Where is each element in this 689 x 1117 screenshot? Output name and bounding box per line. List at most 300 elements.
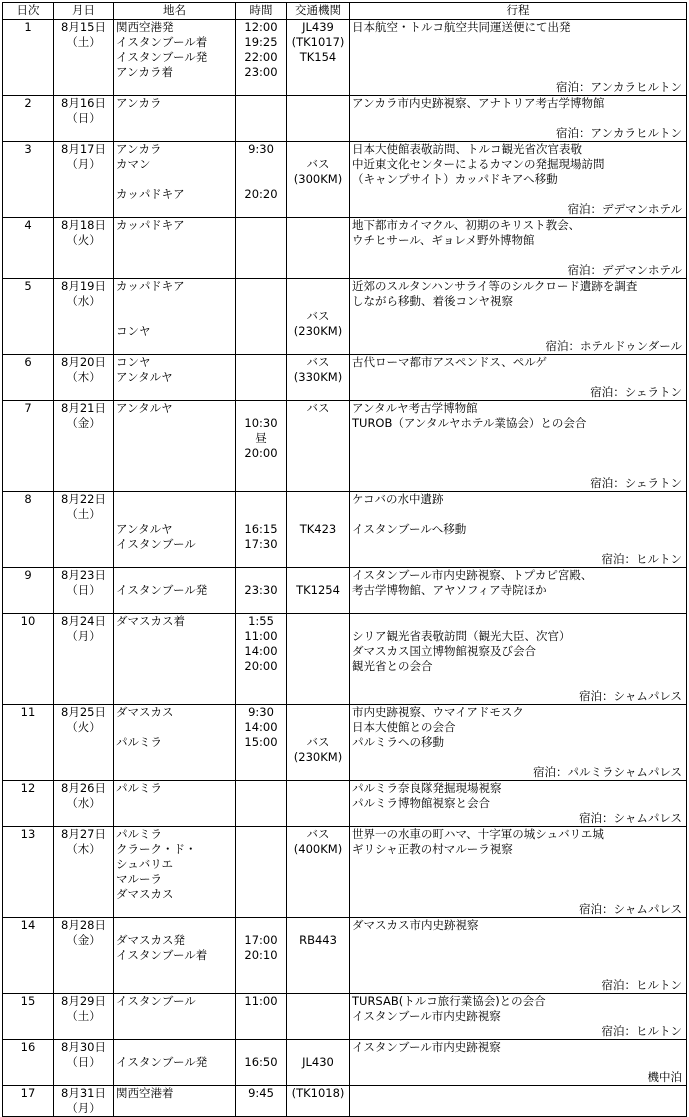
day-number: 9: [24, 568, 32, 582]
day-cell: [3, 142, 54, 218]
day-number: 13: [20, 827, 36, 841]
day-cell: [3, 492, 54, 568]
transport-line: [289, 65, 347, 80]
place-cell: [114, 355, 236, 401]
date-line: （日）: [66, 111, 101, 125]
transport-cell: [287, 20, 350, 96]
time-line: 20:20: [244, 187, 278, 201]
transport-line: [289, 887, 347, 902]
transport-line: [289, 1101, 347, 1116]
day-cell: [3, 827, 54, 918]
place-line: イスタンブール: [116, 537, 196, 551]
place-line: [116, 248, 233, 263]
transport-line: (TK1018): [291, 1086, 345, 1100]
place-cell: [114, 918, 236, 994]
itinerary-line: [352, 50, 684, 65]
table-row: [3, 96, 687, 142]
date-line: 8月25日: [61, 705, 106, 719]
time-line: 17:30: [244, 537, 278, 551]
time-line: [238, 598, 284, 613]
itinerary-line: イスタンブール市内史跡視察、トプカピ宮殿、: [352, 568, 593, 582]
date-line: （土）: [66, 507, 101, 521]
place-line: ダマスカス: [116, 705, 174, 719]
itinerary-cell: [350, 614, 687, 705]
stay-label: 宿泊：シェラトン: [590, 385, 682, 399]
day-cell: [3, 918, 54, 994]
day-cell: [3, 781, 54, 827]
place-line: ダマスカス: [116, 887, 174, 901]
transport-line: TK423: [299, 522, 337, 536]
date-line: （金）: [66, 416, 101, 430]
itinerary-line: [352, 507, 684, 522]
transport-line: バス: [306, 735, 330, 749]
place-line: [116, 1009, 233, 1024]
date-line: （土）: [66, 35, 101, 49]
transport-line: [289, 537, 347, 552]
place-line: [116, 629, 233, 644]
date-line: [56, 963, 111, 978]
date-line: [56, 674, 111, 689]
itinerary-line: 日本大使館表敬訪問、トルコ観光省次官表敬: [352, 142, 582, 156]
transport-cell: [287, 96, 350, 142]
place-line: [116, 659, 233, 674]
day-number: 7: [24, 401, 32, 415]
itinerary-line: 世界一の水車の町ハマ、十字軍の城シュバリエ城: [352, 827, 604, 841]
date-line: （木）: [66, 842, 101, 856]
place-line: [116, 796, 233, 811]
table-row: [3, 355, 687, 401]
itinerary-line: シリア観光省表敬訪問（観光大臣、次官）: [352, 629, 571, 643]
day-cell: [3, 96, 54, 142]
stay-label: 宿泊：ヒルトン: [601, 978, 682, 992]
itinerary-cell: [350, 401, 687, 492]
itinerary-line: 古代ローマ都市アスペンドス、ペルゲ: [352, 355, 548, 369]
itinerary-line: [352, 1055, 684, 1070]
time-line: [238, 827, 284, 842]
transport-line: [289, 598, 347, 613]
transport-line: [289, 1009, 347, 1024]
place-line: マルーラ: [116, 872, 162, 886]
transport-line: [289, 659, 347, 674]
transport-line: [289, 614, 347, 629]
time-cell: [236, 568, 287, 614]
itinerary-line: TURSAB(トルコ旅行業協会)との会合: [352, 994, 546, 1008]
time-line: 9:30: [248, 142, 274, 156]
transport-cell: [287, 1086, 350, 1117]
place-cell: [114, 142, 236, 218]
place-line: イスタンブール: [116, 994, 196, 1008]
time-line: 12:00: [244, 20, 278, 34]
place-line: パルミラ: [116, 735, 162, 749]
date-line: [56, 248, 111, 263]
transport-line: (230KM): [293, 750, 343, 764]
place-line: [116, 568, 233, 583]
transport-line: バス: [306, 309, 330, 323]
date-line: [56, 644, 111, 659]
place-line: イスタンブール発: [116, 50, 208, 64]
table-row: [3, 614, 687, 705]
time-line: 16:50: [244, 1055, 278, 1069]
itinerary-line: [352, 948, 684, 963]
time-line: [238, 111, 284, 126]
day-number: 16: [20, 1040, 36, 1054]
itinerary-line: 市内史跡視察、ウマイアドモスク: [352, 705, 524, 719]
time-line: [238, 1101, 284, 1116]
place-cell: [114, 614, 236, 705]
time-line: [238, 248, 284, 263]
transport-line: (300KM): [293, 172, 343, 186]
date-line: 8月30日: [61, 1040, 106, 1054]
transport-cell: [287, 401, 350, 492]
transport-line: [289, 218, 347, 233]
itinerary-cell: [350, 355, 687, 401]
itinerary-line: [352, 963, 684, 978]
header-date: 月日: [54, 3, 114, 20]
time-line: [238, 750, 284, 765]
place-line: [116, 111, 233, 126]
transport-cell: [287, 492, 350, 568]
itinerary-line: [352, 872, 684, 887]
itinerary-cell: [350, 705, 687, 781]
itinerary-line: [352, 35, 684, 50]
itinerary-line: ダマスカス国立博物館視察及び会合: [352, 644, 536, 658]
time-line: [238, 172, 284, 187]
transport-cell: [287, 142, 350, 218]
date-line: （火）: [66, 233, 101, 247]
table-body: [3, 20, 687, 1117]
place-line: カッパドキア: [116, 218, 185, 232]
transport-line: [289, 111, 347, 126]
date-cell: [54, 568, 114, 614]
itinerary-line: 地下都市カイマクル、初期のキリスト教会、: [352, 218, 581, 232]
header-place: 地名: [114, 3, 236, 20]
time-line: [238, 568, 284, 583]
table-row: [3, 20, 687, 96]
date-cell: [54, 142, 114, 218]
date-cell: [54, 1086, 114, 1117]
day-cell: [3, 614, 54, 705]
day-number: 11: [20, 705, 36, 719]
place-cell: [114, 705, 236, 781]
day-number: 4: [24, 218, 32, 232]
time-line: [238, 963, 284, 978]
transport-cell: [287, 1040, 350, 1086]
place-line: [116, 750, 233, 765]
place-line: [116, 431, 233, 446]
itinerary-line: [352, 309, 684, 324]
transport-line: [289, 461, 347, 476]
place-line: アンタルヤ: [116, 522, 173, 536]
itinerary-line: ウチヒサール、ギョレメ野外博物館: [352, 233, 535, 247]
date-line: [56, 187, 111, 202]
transport-line: [289, 96, 347, 111]
date-line: 8月17日: [61, 142, 106, 156]
itinerary-line: TUROB（アンタルヤホテル業協会）との会合: [352, 416, 587, 430]
transport-cell: [287, 994, 350, 1040]
place-line: [116, 309, 233, 324]
time-line: 昼: [255, 431, 267, 445]
place-line: コンヤ: [116, 324, 151, 338]
itinerary-line: 近郊のスルタンハンサライ等のシルクロード遺跡を調査: [352, 279, 638, 293]
time-line: [238, 918, 284, 933]
place-line: ダマスカス発: [116, 933, 185, 947]
transport-line: [289, 705, 347, 720]
day-cell: [3, 568, 54, 614]
transport-cell: [287, 614, 350, 705]
date-line: [56, 461, 111, 476]
time-line: 11:00: [244, 994, 278, 1008]
date-line: （日）: [66, 1055, 101, 1069]
day-number: 12: [20, 781, 36, 795]
day-number: 1: [24, 20, 32, 34]
date-cell: [54, 279, 114, 355]
place-line: [116, 1101, 233, 1116]
transport-cell: [287, 705, 350, 781]
day-cell: [3, 279, 54, 355]
place-line: [116, 233, 233, 248]
transport-line: [289, 720, 347, 735]
transport-line: [289, 963, 347, 978]
date-line: 8月19日: [61, 279, 106, 293]
itinerary-line: パルミラ博物館視察と会合: [352, 796, 490, 810]
transport-line: [289, 248, 347, 263]
itinerary-line: （キャンプサイト）カッパドキアへ移動: [352, 172, 558, 186]
itinerary-line: 考古学博物館、アヤソフィア寺院ほか: [352, 583, 547, 597]
date-line: （月）: [66, 157, 101, 171]
transport-line: [289, 294, 347, 309]
time-line: [238, 461, 284, 476]
table-row: [3, 142, 687, 218]
table-row: [3, 827, 687, 918]
date-line: 8月28日: [61, 918, 106, 932]
date-line: [56, 735, 111, 750]
time-line: [238, 781, 284, 796]
transport-line: [289, 233, 347, 248]
day-cell: [3, 705, 54, 781]
day-number: 8: [24, 492, 32, 506]
date-line: [56, 324, 111, 339]
time-line: 11:00: [244, 629, 278, 643]
place-line: [116, 446, 233, 461]
time-line: [238, 1040, 284, 1055]
itinerary-line: [352, 324, 684, 339]
itinerary-table: [2, 2, 687, 1117]
day-number: 14: [20, 918, 36, 932]
itinerary-cell: [350, 781, 687, 827]
time-line: 17:00: [244, 933, 278, 947]
transport-line: TK1254: [296, 583, 340, 597]
place-cell: [114, 1040, 236, 1086]
itinerary-line: [352, 248, 684, 263]
date-cell: [54, 401, 114, 492]
time-line: [238, 370, 284, 385]
transport-line: バス: [306, 355, 330, 369]
transport-line: バス: [306, 157, 330, 171]
place-line: パルミラ: [116, 827, 162, 841]
place-line: アンカラ: [116, 142, 162, 156]
place-line: [116, 674, 233, 689]
place-line: カマン: [116, 157, 151, 171]
date-line: （金）: [66, 933, 101, 947]
transport-line: [289, 416, 347, 431]
header-transport: 交通機関: [287, 3, 350, 20]
itinerary-line: [352, 446, 684, 461]
date-line: 8月31日: [61, 1086, 106, 1100]
date-cell: [54, 705, 114, 781]
time-line: [238, 1009, 284, 1024]
time-line: 9:30: [248, 705, 274, 719]
date-line: [56, 659, 111, 674]
place-line: アンタルヤ: [116, 370, 173, 384]
date-line: （木）: [66, 370, 101, 384]
date-cell: [54, 1040, 114, 1086]
date-line: 8月16日: [61, 96, 106, 110]
day-cell: [3, 218, 54, 279]
date-line: [56, 887, 111, 902]
place-cell: [114, 96, 236, 142]
itinerary-line: ギリシャ正教の村マルーラ視察: [352, 842, 513, 856]
date-line: 8月23日: [61, 568, 106, 582]
day-number: 5: [24, 279, 32, 293]
itinerary-line: アンタルヤ考古学博物館: [352, 401, 478, 415]
table-row: [3, 279, 687, 355]
time-line: [238, 96, 284, 111]
table-row: [3, 1040, 687, 1086]
time-line: [238, 157, 284, 172]
itinerary-line: イスタンブール市内史跡視察: [352, 1040, 501, 1054]
transport-cell: [287, 827, 350, 918]
place-line: [116, 963, 233, 978]
place-line: アンカラ着: [116, 65, 174, 79]
place-cell: [114, 218, 236, 279]
itinerary-line: しながら移動、着後コンヤ視察: [352, 294, 513, 308]
transport-cell: [287, 355, 350, 401]
transport-line: [289, 857, 347, 872]
date-line: 8月21日: [61, 401, 106, 415]
itinerary-line: イスタンブール市内史跡視察: [352, 1009, 501, 1023]
time-cell: [236, 142, 287, 218]
place-line: [116, 598, 233, 613]
day-number: 2: [24, 96, 32, 110]
time-line: [238, 279, 284, 294]
place-line: カッパドキア: [116, 279, 185, 293]
itinerary-cell: [350, 279, 687, 355]
transport-cell: [287, 218, 350, 279]
transport-cell: [287, 918, 350, 994]
time-cell: [236, 1040, 287, 1086]
stay-label: 宿泊：デデマンホテル: [567, 263, 682, 277]
transport-line: [289, 1040, 347, 1055]
day-cell: [3, 20, 54, 96]
time-cell: [236, 705, 287, 781]
transport-line: バス: [306, 827, 330, 841]
date-line: [56, 309, 111, 324]
itinerary-cell: [350, 142, 687, 218]
place-line: [116, 644, 233, 659]
date-line: 8月15日: [61, 20, 106, 34]
day-cell: [3, 1040, 54, 1086]
place-line: パルミラ: [116, 781, 162, 795]
day-number: 3: [24, 142, 32, 156]
day-cell: [3, 1086, 54, 1117]
date-line: [56, 948, 111, 963]
place-line: アンタルヤ: [116, 401, 173, 415]
date-line: （水）: [66, 796, 101, 810]
date-line: （水）: [66, 294, 101, 308]
time-line: 9:45: [248, 1086, 274, 1100]
place-line: [116, 507, 233, 522]
time-line: 20:10: [244, 948, 278, 962]
table-row: [3, 994, 687, 1040]
date-line: [56, 446, 111, 461]
itinerary-cell: [350, 218, 687, 279]
time-line: [238, 401, 284, 416]
place-line: [116, 172, 233, 187]
transport-line: [289, 796, 347, 811]
itinerary-line: パルミラへの移動: [352, 735, 444, 749]
place-cell: [114, 1086, 236, 1117]
table-row: [3, 918, 687, 994]
time-line: 14:00: [244, 644, 278, 658]
date-line: 8月27日: [61, 827, 106, 841]
transport-line: (230KM): [293, 324, 343, 338]
time-cell: [236, 827, 287, 918]
place-line: コンヤ: [116, 355, 151, 369]
time-cell: [236, 492, 287, 568]
time-cell: [236, 20, 287, 96]
place-line: 関西空港発: [116, 20, 174, 34]
itinerary-line: ダマスカス市内史跡視察: [352, 918, 479, 932]
place-cell: [114, 20, 236, 96]
transport-line: [289, 142, 347, 157]
date-line: [56, 598, 111, 613]
time-cell: [236, 1086, 287, 1117]
transport-line: [289, 507, 347, 522]
stay-label: 宿泊：シャムパレス: [579, 902, 682, 916]
place-cell: [114, 827, 236, 918]
itinerary-line: パルミラ奈良隊発掘現場視察: [352, 781, 502, 795]
date-line: [56, 537, 111, 552]
date-cell: [54, 20, 114, 96]
transport-line: [289, 948, 347, 963]
transport-line: バス: [306, 401, 330, 415]
place-line: ダマスカス着: [116, 614, 185, 628]
time-line: 19:25: [244, 35, 278, 49]
transport-line: [289, 431, 347, 446]
itinerary-line: [352, 933, 684, 948]
place-cell: [114, 401, 236, 492]
date-line: [56, 50, 111, 65]
transport-line: [289, 781, 347, 796]
table-row: [3, 492, 687, 568]
date-line: （土）: [66, 1009, 101, 1023]
itinerary-line: [352, 187, 684, 202]
header-row: [3, 3, 687, 20]
time-line: [238, 233, 284, 248]
day-number: 10: [20, 614, 36, 628]
place-line: [116, 720, 233, 735]
time-line: [238, 492, 284, 507]
transport-cell: [287, 781, 350, 827]
place-line: [116, 1040, 233, 1055]
date-line: （月）: [66, 629, 101, 643]
date-line: （火）: [66, 720, 101, 734]
transport-line: JL430: [302, 1055, 334, 1069]
time-line: 14:00: [244, 720, 278, 734]
itinerary-line: ケコバの水中遺跡: [352, 492, 444, 506]
time-line: [238, 355, 284, 370]
header-itinerary: 行程: [350, 3, 687, 20]
